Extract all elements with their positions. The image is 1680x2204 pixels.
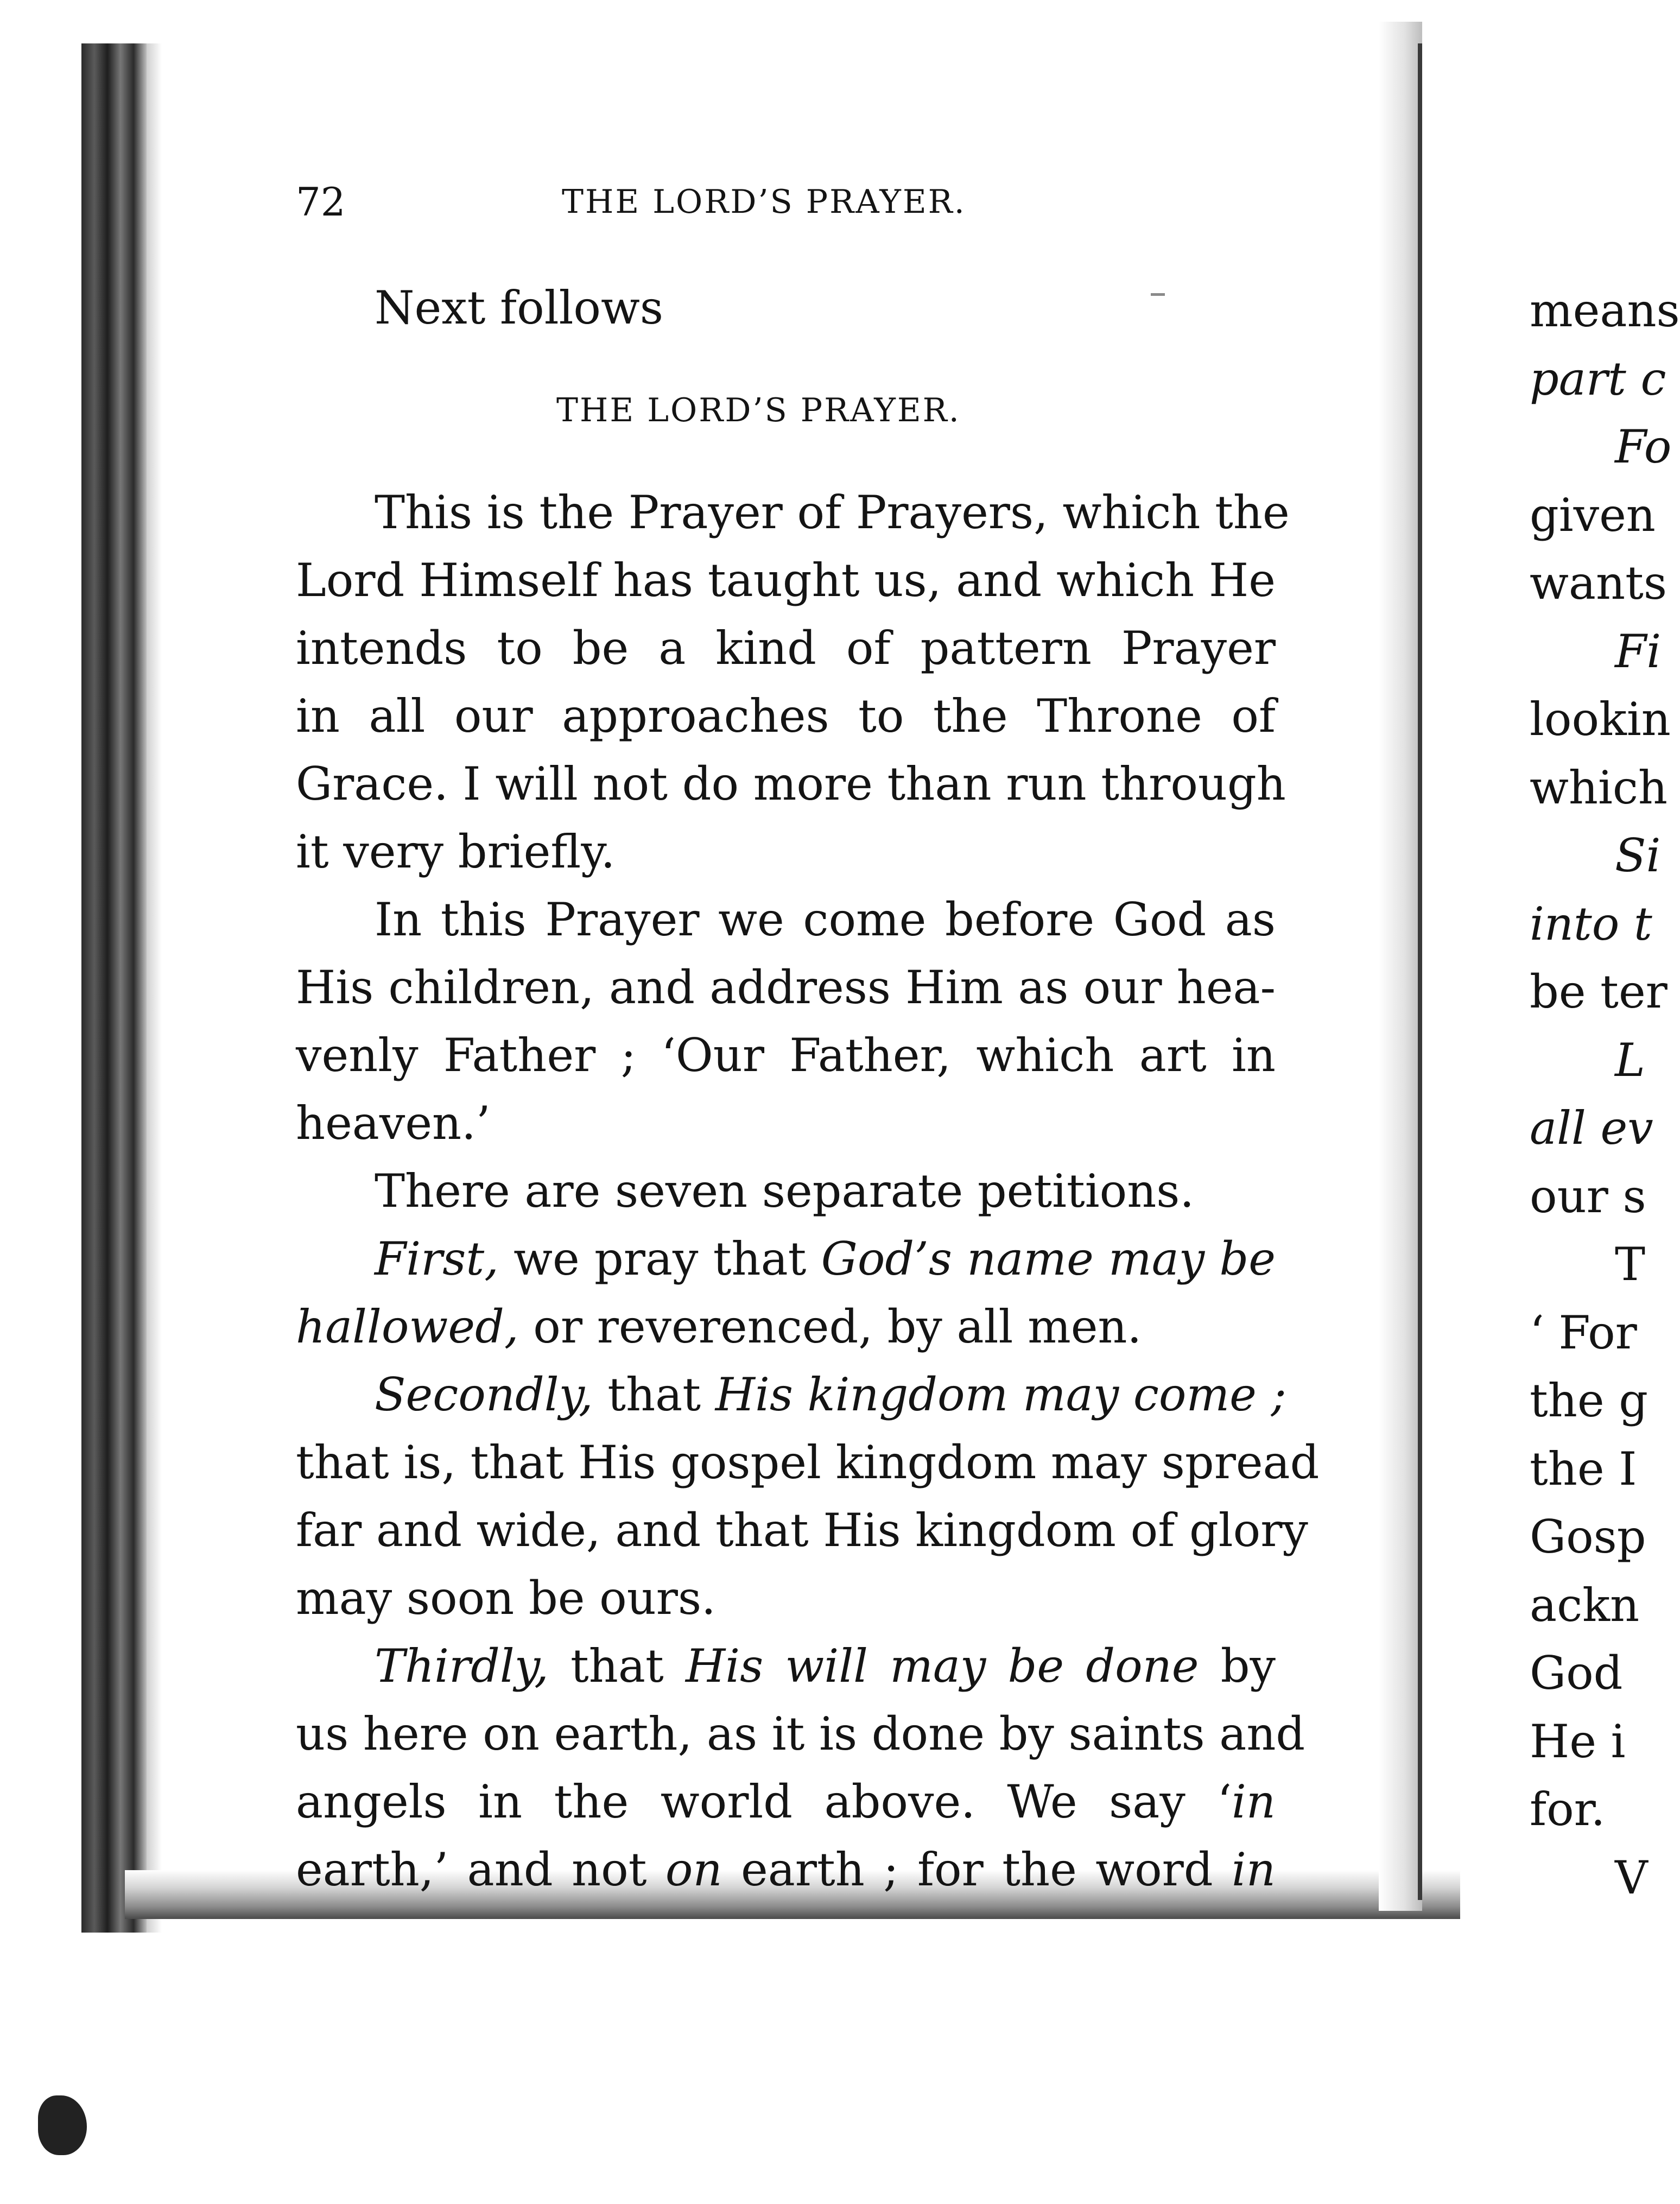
emphasis: His will may be done <box>685 1639 1199 1693</box>
body-line: heaven.’ <box>296 1097 491 1150</box>
right-page-line: means <box>1530 284 1680 337</box>
intro-text: Next follows <box>375 281 664 334</box>
body-line: Lord Himself has taught us, and which He <box>296 554 1276 607</box>
right-page-line: our s <box>1530 1169 1646 1223</box>
body-line: that is, that His gospel kingdom may spread <box>296 1436 1320 1489</box>
body-line: in all our approaches to the Throne of <box>296 689 1276 743</box>
right-page-line: which <box>1530 761 1668 814</box>
book-edge <box>81 43 147 1933</box>
right-page-line: be ter <box>1530 965 1668 1018</box>
right-page-line: He i <box>1530 1714 1626 1768</box>
text-run: that <box>593 1368 715 1421</box>
body-line <box>296 1297 1276 1356</box>
emphasis: God’s name may be <box>821 1232 1276 1285</box>
right-page-line: part c <box>1530 352 1666 406</box>
body-line: Grace. I will not do more than run through <box>296 757 1286 810</box>
body-line <box>296 1840 1276 1899</box>
body-line: far and wide, and that His kingdom of glory <box>296 1504 1308 1557</box>
emphasis: His kingdom may come ; <box>715 1368 1286 1421</box>
body-line <box>296 1772 1276 1831</box>
body-line <box>375 1365 1286 1424</box>
right-page-line: the g <box>1530 1374 1649 1427</box>
right-page-line: ‘ For <box>1530 1306 1637 1359</box>
body-line: This is the Prayer of Prayers, which the <box>375 486 1290 539</box>
text-run: by <box>1199 1639 1276 1693</box>
section-title: THE LORD’S PRAYER. <box>556 391 961 429</box>
emphasis: on <box>665 1843 722 1896</box>
right-page-line: V <box>1615 1851 1648 1904</box>
ink-blot <box>38 2095 87 2155</box>
right-page-line: Gosp <box>1530 1510 1646 1563</box>
text-run: or reverenced, by all men. <box>518 1300 1142 1353</box>
right-page-line: for. <box>1530 1783 1606 1836</box>
emphasis: Thirdly, <box>375 1639 549 1693</box>
right-page-line: lookin <box>1530 693 1671 746</box>
stray-mark <box>1151 293 1165 296</box>
emphasis: First, <box>375 1232 499 1285</box>
body-line: intends to be a kind of pattern Prayer <box>296 622 1276 675</box>
right-page-line: ackn <box>1530 1578 1640 1632</box>
gutter-line <box>1418 43 1422 1900</box>
right-page-line: L <box>1615 1033 1645 1087</box>
body-line: In this Prayer we come before God as <box>375 893 1276 946</box>
text-run: earth ; for the word <box>722 1843 1232 1896</box>
emphasis: hallowed, <box>296 1300 519 1353</box>
emphasis: in <box>1232 1843 1276 1896</box>
text-run: earth,’ and not <box>296 1843 665 1896</box>
text-run: that <box>548 1639 686 1693</box>
right-page-line: Fo <box>1615 420 1672 473</box>
right-page-line: Fi <box>1615 624 1662 678</box>
right-page-line: Si <box>1615 829 1661 882</box>
body-line <box>375 1637 1276 1695</box>
text-run: we pray that <box>498 1232 821 1285</box>
right-page-line: into t <box>1530 897 1652 951</box>
body-line: may soon be ours. <box>296 1572 716 1625</box>
right-page-line: given <box>1530 488 1656 542</box>
running-header <box>296 173 1276 232</box>
gutter-shadow <box>1379 22 1422 1911</box>
right-page-line: God <box>1530 1646 1623 1700</box>
body-line: us here on earth, as it is done by saints and <box>296 1707 1305 1760</box>
body-line: There are seven separate petitions. <box>375 1164 1195 1218</box>
body-line: His children, and address Him as our hea- <box>296 961 1276 1014</box>
body-line: it very briefly. <box>296 825 616 878</box>
running-title: THE LORD’S PRAYER. <box>562 183 966 221</box>
emphasis: Secondly, <box>375 1368 593 1421</box>
page-number: 72 <box>296 179 346 225</box>
right-page-line: the I <box>1530 1442 1637 1496</box>
body-line <box>375 1230 1276 1288</box>
right-page-line: all ev <box>1530 1101 1653 1155</box>
text-run: angels in the world above. We say ‘ <box>296 1775 1232 1828</box>
emphasis: in <box>1232 1775 1276 1828</box>
right-page-line: wants <box>1530 556 1667 610</box>
body-line: venly Father ; ‘Our Father, which art in <box>296 1029 1276 1082</box>
book-edge-fade <box>147 43 162 1933</box>
right-page-line: T <box>1615 1238 1646 1291</box>
